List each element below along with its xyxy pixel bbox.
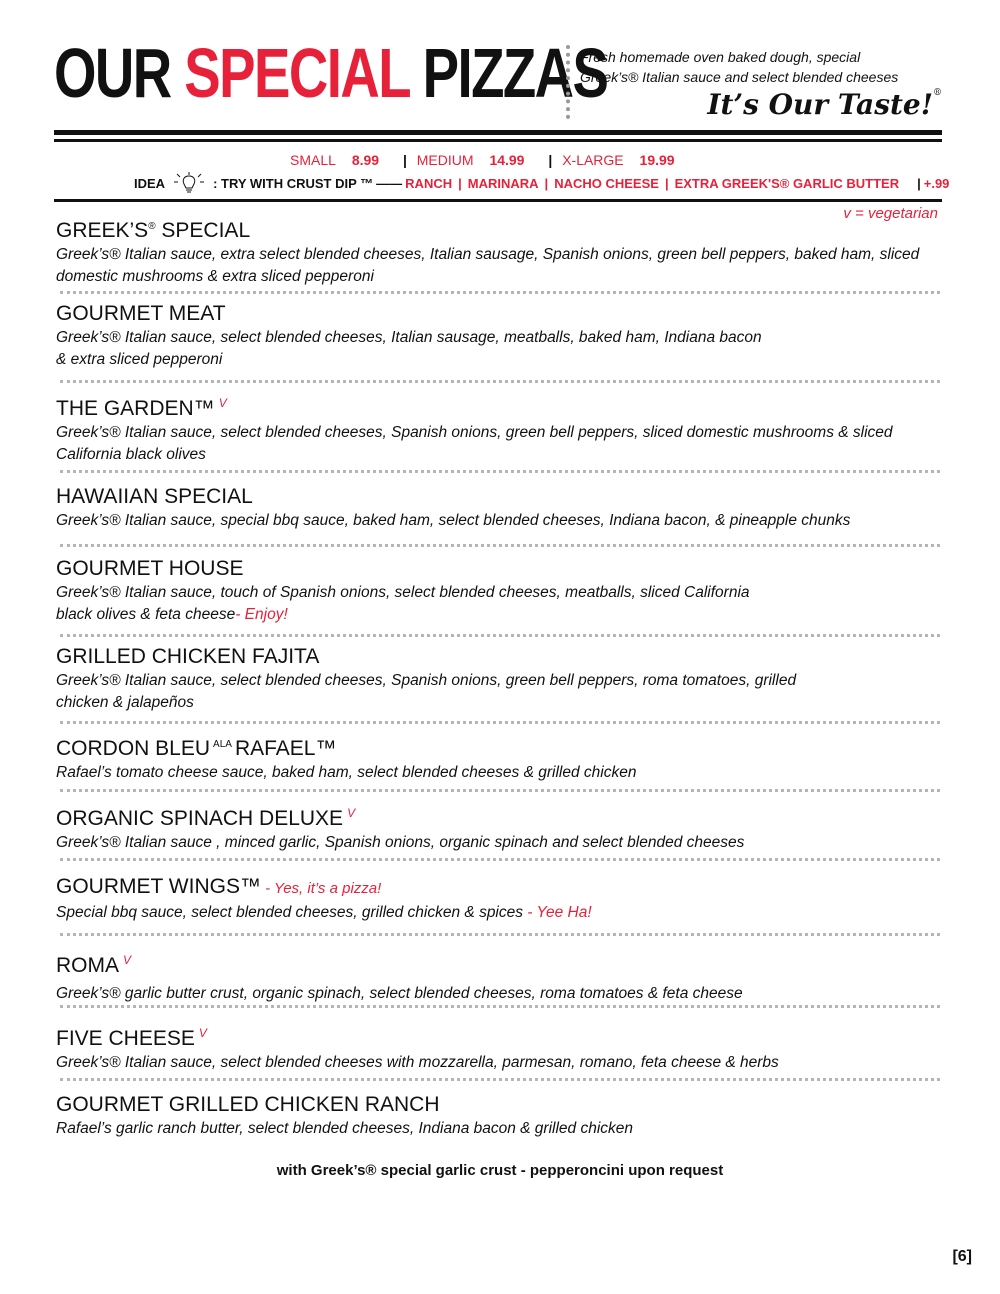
menu-item: [56, 484, 942, 532]
item-divider: [60, 1078, 940, 1081]
dip-separator: |: [664, 175, 669, 191]
dip-garlic-butter: EXTRA GREEK'S® GARLIC BUTTER: [674, 175, 900, 191]
dip-ranch: RANCH: [405, 175, 453, 191]
item-name: GOURMET HOUSE: [56, 557, 244, 580]
item-name: FIVE CHEESE $^V$: [56, 1026, 207, 1050]
dip-nacho-cheese: NACHO CHEESE: [554, 175, 659, 191]
section-rule: [54, 199, 942, 202]
page-title: [54, 34, 608, 112]
item-name: GOURMET MEAT: [56, 302, 226, 325]
item-description: Greek’s® Italian sauce, select blended cheeses, Spanish onions, green bell peppers, sliced domestic mushrooms & sliced California black olives: [56, 424, 893, 463]
item-divider: [60, 858, 940, 861]
size-xlarge-label: X-LARGE: [562, 152, 624, 168]
size-small-label: SMALL: [290, 152, 336, 168]
item-name: HAWAIIAN SPECIAL: [56, 485, 253, 508]
menu-item: [56, 1020, 942, 1074]
addon-separator: |: [917, 175, 921, 191]
menu-item: [56, 644, 942, 714]
header-rule-thick: [54, 130, 942, 135]
idea-label: IDEA: [134, 175, 166, 191]
vegetarian-legend: v = vegetarian: [843, 205, 938, 222]
item-description-line1: Greek’s® Italian sauce, select blended cheeses, Spanish onions, green bell peppers, roma tomatoes, grilled: [56, 672, 797, 689]
idea-text: : TRY WITH CRUST DIP ™: [213, 175, 374, 191]
size-medium-price: 14.99: [489, 152, 525, 168]
slogan-text: It’s Our Taste!: [707, 88, 933, 121]
page-number: [6]: [952, 1248, 972, 1265]
title-special: SPECIAL: [184, 34, 410, 112]
size-xlarge-price: 19.99: [639, 152, 675, 168]
item-description: Greek’s® Italian sauce , minced garlic, Spanish onions, organic spinach and select blended cheeses: [56, 834, 745, 851]
item-divider: [60, 291, 940, 294]
tagline-line1: Fresh homemade oven baked dough, special: [580, 49, 861, 65]
item-name: GOURMET GRILLED CHICKEN RANCH: [56, 1093, 440, 1116]
tagline: [580, 47, 898, 87]
item-description: Greek’s® Italian sauce, special bbq sauce, baked ham, select blended cheeses, Indiana bacon, & pineapple chunks: [56, 512, 851, 529]
item-description: Greek’s® Italian sauce, extra select blended cheeses, Italian sausage, Spanish onions, green bell peppers, baked ham, sliced domestic mushrooms & extra sliced pepperoni: [56, 246, 920, 285]
header-rule-thin: [54, 139, 942, 142]
item-divider: [60, 380, 940, 383]
menu-item: [56, 556, 942, 626]
size-prices: [290, 152, 695, 168]
item-description-line2: & extra sliced pepperoni: [56, 351, 223, 368]
dip-separator: |: [544, 175, 549, 191]
footer-note: with Greek’s® special garlic crust - pepperoncini upon request: [276, 1162, 724, 1179]
item-description-line1: Greek’s® Italian sauce, touch of Spanish onions, select blended cheeses, meatballs, sliced California: [56, 584, 750, 601]
menu-item: [56, 1092, 942, 1140]
menu-item: [56, 390, 942, 466]
item-divider: [60, 1005, 940, 1008]
size-separator: |: [402, 152, 407, 168]
item-divider: [60, 544, 940, 547]
menu-item: [56, 732, 942, 784]
item-description: Rafael’s tomato cheese sauce, baked ham, select blended cheeses & grilled chicken: [56, 764, 637, 781]
item-divider: [60, 933, 940, 936]
item-name: CORDON BLEU $^{ALA}$ RAFAEL™: [56, 737, 337, 760]
vegetarian-mark: V: [347, 806, 356, 820]
item-name: GRILLED CHICKEN FAJITA: [56, 645, 320, 668]
light-bulb-icon: [171, 172, 207, 194]
item-divider: [60, 470, 940, 473]
item-description: Special bbq sauce, select blended cheeses, grilled chicken & spices - Yee Ha!: [56, 904, 592, 921]
item-divider: [60, 721, 940, 724]
item-name: ROMA $^V$: [56, 953, 132, 977]
item-description-line2: black olives & feta cheese- Enjoy!: [56, 606, 288, 623]
idea-dash: ——: [376, 175, 403, 191]
title-pizzas: PIZZAS: [422, 34, 608, 112]
item-description: Rafael’s garlic ranch butter, select blended cheeses, Indiana bacon & grilled chicken: [56, 1120, 634, 1137]
slogan: [707, 88, 942, 121]
item-name: GREEK’S® SPECIAL: [56, 219, 251, 242]
size-separator: |: [548, 152, 553, 168]
vegetarian-mark: V: [218, 396, 227, 410]
slogan-mark: ®: [933, 88, 942, 98]
item-name: THE GARDEN™ $^V$: [56, 396, 227, 420]
item-description: Greek’s® garlic butter crust, organic spinach, select blended cheeses, roma tomatoes & feta cheese: [56, 985, 743, 1002]
menu-item: [56, 301, 942, 371]
dip-separator: |: [458, 175, 462, 191]
dip-addon-price: +.99: [923, 175, 950, 191]
size-medium-label: MEDIUM: [416, 152, 474, 168]
menu-item: [56, 874, 942, 924]
tagline-line2: Greek’s® Italian sauce and select blended cheeses: [580, 69, 899, 85]
menu-item: [56, 214, 942, 288]
menu-item: [56, 800, 942, 854]
vegetarian-mark: V: [123, 953, 132, 967]
title-our: OUR: [54, 34, 171, 112]
vegetarian-mark: V: [198, 1026, 207, 1040]
item-description-line2: chicken & jalapeños: [56, 694, 194, 711]
item-name: GOURMET WINGS™ - Yes, it’s a pizza!: [56, 875, 382, 898]
item-name: ORGANIC SPINACH DELUXE $^V$: [56, 806, 356, 830]
crust-dip-idea: [134, 172, 949, 194]
menu-item: [56, 947, 942, 1005]
item-description-line1: Greek’s® Italian sauce, select blended cheeses, Italian sausage, meatballs, baked ham, Indiana bacon: [56, 329, 762, 346]
item-description: Greek’s® Italian sauce, select blended cheeses with mozzarella, parmesan, romano, feta cheese & herbs: [56, 1054, 779, 1071]
dip-marinara: MARINARA: [467, 175, 539, 191]
header-divider: [566, 45, 570, 119]
size-small-price: 8.99: [351, 152, 380, 168]
item-divider: [60, 789, 940, 792]
item-divider: [60, 634, 940, 637]
